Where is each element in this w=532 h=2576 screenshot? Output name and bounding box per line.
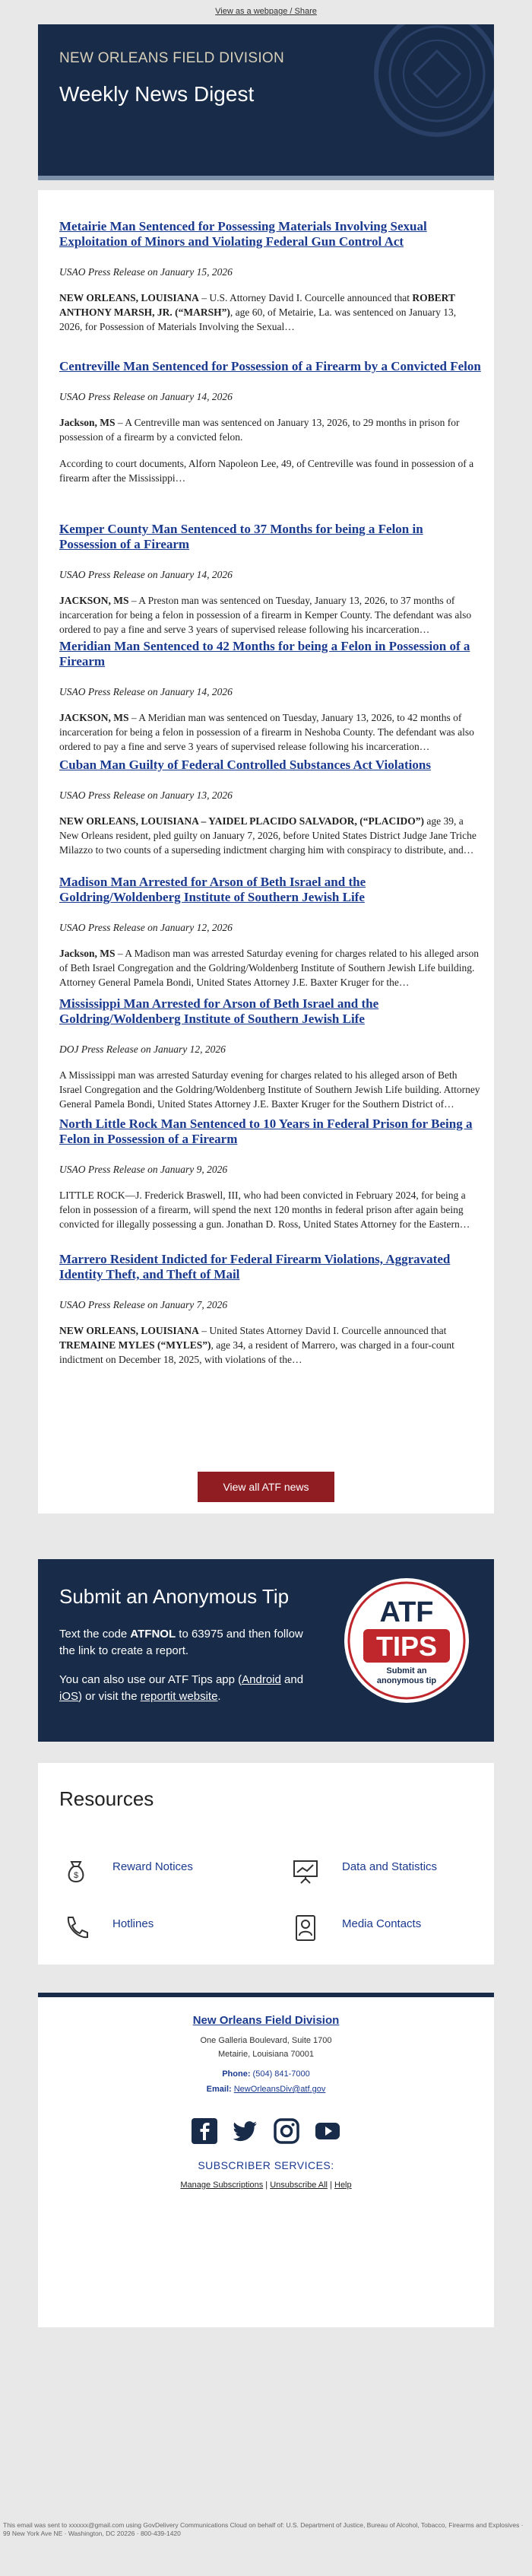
- tip-code: ATFNOL: [130, 1628, 176, 1641]
- news-title-link[interactable]: North Little Rock Man Sentenced to 10 Years in Federal Prison for Being a Felon in Possession of a Firearm: [59, 1116, 473, 1146]
- phone-label: Phone:: [222, 2069, 251, 2079]
- instagram-icon[interactable]: [274, 2118, 299, 2144]
- summary-mid: – A Centreville man was sentenced on January 13, 2026, to 29 months in prison for possession of a firearm by a convicted felon.: [59, 417, 460, 443]
- news-title-link[interactable]: Meridian Man Sentenced to 42 Months for being a Felon in Possession of a Firearm: [59, 639, 470, 669]
- news-source: USAO Press Release on January 14, 2026: [59, 569, 233, 580]
- youtube-icon[interactable]: [315, 2118, 340, 2144]
- news-summary: [59, 456, 481, 485]
- header-banner: [38, 24, 494, 180]
- footer-email: [38, 2085, 494, 2094]
- tip-app-and: and: [280, 1673, 304, 1686]
- footer-division-name: [38, 2014, 494, 2027]
- summary-mid: A Mississippi man was arrested Saturday evening for charges related to his alleged arson of Beth Israel Congregation and the Goldring/Woldenberg Institute of Southern Jewish Life building. Attorney General Pamela Bondi, United States Attorney J.E. Baxter Kruger for the Southern District of…: [59, 1069, 480, 1110]
- news-title: [59, 996, 481, 1027]
- news-item: [59, 875, 481, 989]
- summary-lead: NEW ORLEANS, LOUISIANA – YAIDEL PLACIDO SALVADOR, (“PLACIDO”): [59, 815, 424, 827]
- tip-app-mid: ) or visit the: [78, 1690, 141, 1703]
- resources-title: Resources: [59, 1787, 154, 1810]
- news-source: USAO Press Release on January 15, 2026: [59, 266, 233, 278]
- resource-label: Reward Notices: [112, 1860, 193, 1873]
- news-title-link[interactable]: Marrero Resident Indicted for Federal Firearm Violations, Aggravated Identity Theft, and Theft of Mail: [59, 1252, 451, 1282]
- news-item: [59, 522, 481, 637]
- summary-lead: JACKSON, MS: [59, 712, 129, 723]
- badge-sub1-text: Submit an: [386, 1666, 427, 1676]
- news-title: [59, 1116, 481, 1147]
- summary-bold2: TREMAINE MYLES (“MYLES”): [59, 1339, 211, 1351]
- news-source: DOJ Press Release on January 12, 2026: [59, 1043, 226, 1055]
- summary-mid: – A Preston man was sentenced on Tuesday, January 13, 2026, to 37 months of incarceration for being a felon in possession of a firearm in Kemper County. The defendant was also ordered to pay a fine and serve 3 years of supervised release following his incarceration…: [59, 595, 472, 635]
- footer-address-1: One Galleria Boulevard, Suite 1700: [200, 2036, 332, 2045]
- footer: [38, 1993, 494, 2327]
- svg-text:$: $: [73, 1871, 79, 1880]
- money-bag-icon: [59, 1854, 93, 1888]
- tip-app-end: .: [217, 1690, 221, 1703]
- digest-title: Weekly News Digest: [59, 82, 255, 106]
- news-title-link[interactable]: Cuban Man Guilty of Federal Controlled Substances Act Violations: [59, 758, 431, 772]
- legal-disclaimer: This email was sent to xxxxxx@gmail.com using GovDelivery Communications Cloud on behalf of: U.S. Department of Justice, Bureau of Alcohol, Tobacco, Firearms and Explosives · 99 New York Ave NE · Washington, DC 20226 · 800-439-1420: [3, 2521, 524, 2537]
- footer-phone: [38, 2069, 494, 2079]
- tip-text-post: to 63975 and then follow the link to create a report.: [59, 1628, 303, 1657]
- news-title: [59, 522, 481, 552]
- news-title-link[interactable]: Metairie Man Sentenced for Possessing Materials Involving Sexual Exploitation of Minors and Violating Federal Gun Control Act: [59, 219, 427, 249]
- tip-title: Submit an Anonymous Tip: [59, 1585, 290, 1608]
- manage-subscriptions-link[interactable]: Manage Subscriptions: [180, 2181, 264, 2190]
- android-app-link[interactable]: Android: [242, 1673, 281, 1686]
- resource-label: Hotlines: [112, 1917, 154, 1930]
- badge-atf-text: ATF: [379, 1596, 434, 1628]
- contact-card-icon: [289, 1911, 322, 1945]
- atf-seal-icon: [372, 24, 494, 138]
- view-as-webpage-bar: [0, 0, 532, 24]
- summary-mid: – A Meridian man was sentenced on Tuesday, January 13, 2026, to 42 months of incarceration for being a felon in possession of a firearm in Neshoba County. The defendant was also ordered to pay a fine and serve 3 years of supervised release following his incarceration…: [59, 712, 474, 752]
- badge-tips-text: TIPS: [375, 1631, 438, 1662]
- news-item: [59, 639, 481, 754]
- resource-label: Media Contacts: [342, 1917, 422, 1930]
- tip-app-pre: You can also use our ATF Tips app (: [59, 1673, 242, 1686]
- resources-section: [38, 1763, 494, 1965]
- footer-division-link[interactable]: New Orleans Field Division: [192, 2014, 340, 2027]
- news-item: [59, 996, 481, 1111]
- news-item: [59, 359, 481, 485]
- news-summary: [59, 1188, 481, 1231]
- atf-tips-logo[interactable]: [342, 1576, 471, 1705]
- news-title: [59, 758, 481, 773]
- news-source: USAO Press Release on January 14, 2026: [59, 391, 233, 402]
- news-summary: [59, 814, 481, 857]
- summary-bold2: ROBERT ANTHONY MARSH, JR. (“MARSH”): [59, 292, 455, 318]
- news-title: [59, 875, 481, 905]
- twitter-icon[interactable]: [233, 2118, 258, 2144]
- news-item: [59, 758, 481, 857]
- anonymous-tip-section: [38, 1559, 494, 1742]
- news-item: [59, 1252, 481, 1367]
- view-as-webpage-link[interactable]: View as a webpage / Share: [215, 7, 317, 16]
- news-source: USAO Press Release on January 9, 2026: [59, 1164, 228, 1175]
- summary-lead: JACKSON, MS: [59, 595, 129, 606]
- news-title-link[interactable]: Madison Man Arrested for Arson of Beth Israel and the Goldring/Woldenberg Institute of Southern Jewish Life: [59, 875, 366, 904]
- summary-mid: – U.S. Attorney David I. Courcelle announced that: [198, 292, 413, 303]
- news-title: [59, 219, 481, 249]
- badge-sub2-text: anonymous tip: [376, 1676, 437, 1685]
- news-source: USAO Press Release on January 7, 2026: [59, 1299, 228, 1310]
- tip-text-pre: Text the code: [59, 1628, 131, 1641]
- field-division-name: NEW ORLEANS FIELD DIVISION: [59, 50, 285, 66]
- summary-mid: age 39, a New Orleans resident, pled guilty on January 7, 2026, before United States District Judge Jane Triche Milazzo to two counts of a superseding indictment charging him with conspiracy to distribute, and…: [59, 815, 477, 856]
- phone-value: (504) 841-7000: [250, 2069, 310, 2079]
- summary-mid: – A Madison man was arrested Saturday evening for charges related to his alleged arson of Beth Israel Congregation and the Goldring/Woldenberg Institute of Southern Jewish Life building. Attorney General Pamela Bondi, United States Attorney J.E. Baxter Kruger for the…: [59, 948, 480, 988]
- chart-presentation-icon: [289, 1854, 322, 1888]
- news-summary: [59, 593, 481, 637]
- news-summary: [59, 415, 481, 444]
- view-all-news-button[interactable]: View all ATF news: [198, 1472, 334, 1502]
- subscriber-links: [38, 2181, 494, 2190]
- news-summary: [59, 291, 481, 334]
- summary-lead: Jackson, MS: [59, 417, 116, 428]
- news-title: [59, 639, 481, 669]
- news-summary: [59, 1323, 481, 1367]
- subscriber-services-heading: SUBSCRIBER SERVICES:: [198, 2159, 334, 2171]
- news-item: [59, 1116, 481, 1231]
- link-separator: |: [263, 2181, 271, 2190]
- facebook-icon[interactable]: [192, 2118, 217, 2144]
- news-summary: [59, 1068, 481, 1111]
- summary-rest: , age 60, of Metairie, La. was sentenced on January 13, 2026, for Possession of Materials Involving the Sexual…: [59, 307, 457, 332]
- help-link[interactable]: Help: [334, 2181, 352, 2190]
- news-list: [38, 190, 494, 1514]
- resource-label: Data and Statistics: [342, 1860, 438, 1873]
- summary-lead: NEW ORLEANS, LOUISIANA: [59, 292, 199, 303]
- summary-rest: , age 34, a resident of Marrero, was charged in a four-count indictment on December 18, 2025, with violations of the…: [59, 1339, 454, 1365]
- summary-mid: LITTLE ROCK—J. Frederick Braswell, III, who had been convicted in February 2024, for being a felon in possession of a firearm, will spend the next 120 months in federal prison after again being convicted for illegally possessing a gun. Jonathan D. Ross, United States Attorney for the Eastern…: [59, 1190, 470, 1230]
- news-title-link[interactable]: Mississippi Man Arrested for Arson of Beth Israel and the Goldring/Woldenberg Institute of Southern Jewish Life: [59, 996, 379, 1026]
- news-source: USAO Press Release on January 14, 2026: [59, 686, 233, 697]
- summary-lead: NEW ORLEANS, LOUISIANA: [59, 1325, 199, 1336]
- social-links: [38, 2118, 494, 2144]
- footer-address-2: Metairie, Louisiana 70001: [218, 2050, 314, 2059]
- news-source: USAO Press Release on January 12, 2026: [59, 922, 233, 933]
- summary-lead: Jackson, MS: [59, 948, 116, 959]
- ios-app-link[interactable]: iOS: [59, 1690, 79, 1703]
- phone-icon: [59, 1911, 93, 1945]
- news-source: USAO Press Release on January 13, 2026: [59, 789, 233, 801]
- news-title: [59, 359, 481, 374]
- link-separator: |: [328, 2181, 334, 2190]
- news-title: [59, 1252, 481, 1282]
- tip-text-code: [59, 1626, 321, 1660]
- news-summary: [59, 946, 481, 989]
- reportit-website-link[interactable]: reportit website: [140, 1690, 218, 1703]
- tip-app-text: [59, 1672, 321, 1705]
- news-summary: [59, 710, 481, 754]
- email-label: Email:: [206, 2085, 232, 2094]
- unsubscribe-all-link[interactable]: Unsubscribe All: [270, 2181, 328, 2190]
- summary-mid: According to court documents, Alforn Napoleon Lee, 49, of Centreville was found in possession of a firearm after the Mississippi…: [59, 458, 474, 484]
- news-title-link[interactable]: Centreville Man Sentenced for Possession of a Firearm by a Convicted Felon: [59, 359, 481, 373]
- news-title-link[interactable]: Kemper County Man Sentenced to 37 Months for being a Felon in Possession of a Firearm: [59, 522, 423, 551]
- email-link[interactable]: NewOrleansDiv@atf.gov: [233, 2085, 326, 2094]
- news-item: [59, 219, 481, 334]
- summary-mid: – United States Attorney David I. Courcelle announced that: [198, 1325, 447, 1336]
